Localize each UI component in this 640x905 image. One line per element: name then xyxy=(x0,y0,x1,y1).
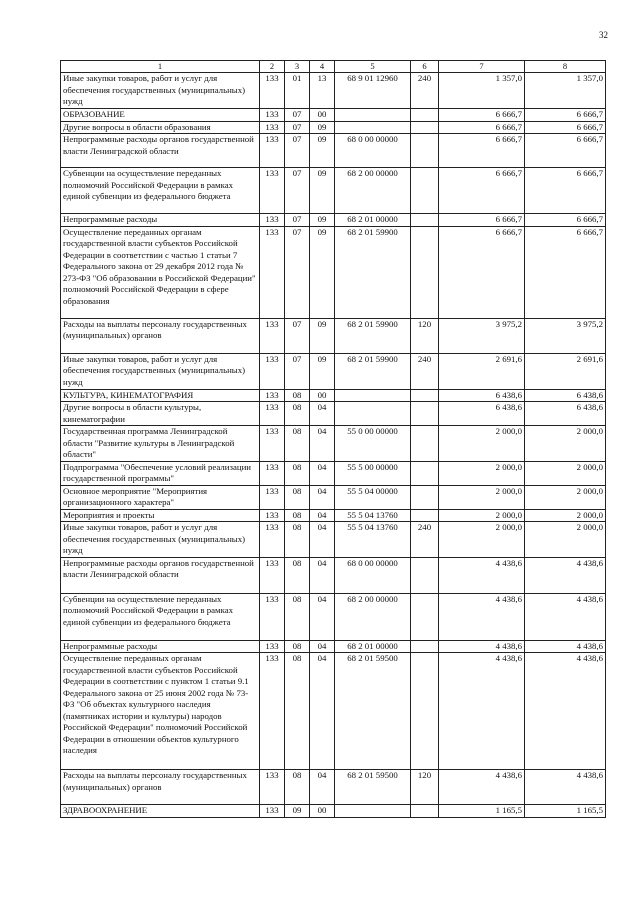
cell-c8: 2 000,0 xyxy=(525,485,606,509)
cell-c4: 09 xyxy=(310,168,335,214)
cell-c5: 55 5 04 13760 xyxy=(335,509,411,522)
table-row xyxy=(61,402,606,426)
table-row xyxy=(61,73,606,109)
cell-c5: 68 2 01 00000 xyxy=(335,214,411,227)
table-row xyxy=(61,522,606,558)
cell-c7: 4 438,6 xyxy=(439,770,525,805)
cell-c4: 04 xyxy=(310,485,335,509)
cell-c3: 01 xyxy=(285,73,310,109)
table-row xyxy=(61,640,606,653)
cell-c2: 133 xyxy=(260,134,285,168)
cell-c3: 08 xyxy=(285,522,310,558)
cell-c8: 6 438,6 xyxy=(525,402,606,426)
cell-c6 xyxy=(411,168,439,214)
row-description: Иные закупки товаров, работ и услуг для обеспечения государственных (муниципальных) нужд xyxy=(61,353,260,389)
cell-c6: 240 xyxy=(411,522,439,558)
table-row xyxy=(61,509,606,522)
cell-c7: 3 975,2 xyxy=(439,318,525,353)
table-row xyxy=(61,653,606,770)
cell-c8: 1 165,5 xyxy=(525,805,606,818)
table-row xyxy=(61,109,606,122)
row-description: КУЛЬТУРА, КИНЕМАТОГРАФИЯ xyxy=(61,389,260,402)
cell-c7: 6 666,7 xyxy=(439,214,525,227)
cell-c3: 08 xyxy=(285,402,310,426)
cell-c3: 07 xyxy=(285,226,310,318)
cell-c4: 04 xyxy=(310,402,335,426)
cell-c8: 4 438,6 xyxy=(525,653,606,770)
cell-c5 xyxy=(335,109,411,122)
cell-c7: 6 438,6 xyxy=(439,402,525,426)
cell-c3: 08 xyxy=(285,426,310,462)
cell-c2: 133 xyxy=(260,593,285,640)
cell-c6 xyxy=(411,557,439,593)
cell-c3: 07 xyxy=(285,318,310,353)
column-header: 4 xyxy=(310,61,335,73)
cell-c2: 133 xyxy=(260,389,285,402)
cell-c6 xyxy=(411,653,439,770)
cell-c7: 4 438,6 xyxy=(439,557,525,593)
cell-c2: 133 xyxy=(260,73,285,109)
cell-c2: 133 xyxy=(260,770,285,805)
cell-c7: 1 165,5 xyxy=(439,805,525,818)
cell-c6: 120 xyxy=(411,318,439,353)
cell-c3: 08 xyxy=(285,389,310,402)
cell-c5: 55 5 00 00000 xyxy=(335,461,411,485)
cell-c3: 07 xyxy=(285,353,310,389)
cell-c2: 133 xyxy=(260,805,285,818)
column-header: 5 xyxy=(335,61,411,73)
cell-c7: 6 666,7 xyxy=(439,134,525,168)
column-header: 3 xyxy=(285,61,310,73)
column-header: 1 xyxy=(61,61,260,73)
row-description: Основное мероприятие "Мероприятия организационного характера" xyxy=(61,485,260,509)
cell-c8: 6 666,7 xyxy=(525,168,606,214)
cell-c4: 04 xyxy=(310,640,335,653)
column-header: 7 xyxy=(439,61,525,73)
cell-c8: 4 438,6 xyxy=(525,557,606,593)
cell-c3: 08 xyxy=(285,485,310,509)
row-description: Осуществление переданных органам государственной власти субъектов Российской Федерации в соответствии с пунктом 1 статьи 9.1 Федерального закона от 25 июня 2002 года № 73-ФЗ "Об объектах культурного наследия (памятниках истории и культуры) народов Российской Федерации" полномочий Российской Федерации в отношении объектов культурного наследия xyxy=(61,653,260,770)
page-number: 32 xyxy=(599,30,608,40)
row-description: Иные закупки товаров, работ и услуг для обеспечения государственных (муниципальных) нужд xyxy=(61,522,260,558)
cell-c3: 07 xyxy=(285,121,310,134)
cell-c5: 55 0 00 00000 xyxy=(335,426,411,462)
cell-c6 xyxy=(411,226,439,318)
cell-c2: 133 xyxy=(260,653,285,770)
cell-c2: 133 xyxy=(260,402,285,426)
row-description: Мероприятия и проекты xyxy=(61,509,260,522)
cell-c8: 6 666,7 xyxy=(525,214,606,227)
table-row xyxy=(61,168,606,214)
row-description: ОБРАЗОВАНИЕ xyxy=(61,109,260,122)
cell-c2: 133 xyxy=(260,509,285,522)
cell-c6 xyxy=(411,485,439,509)
table-row xyxy=(61,770,606,805)
cell-c2: 133 xyxy=(260,109,285,122)
cell-c8: 4 438,6 xyxy=(525,593,606,640)
row-description: Субвенции на осуществление переданных полномочий Российской Федерации в рамках единой субвенции из федерального бюджета xyxy=(61,168,260,214)
row-description: Непрограммные расходы органов государственной власти Ленинградской области xyxy=(61,134,260,168)
cell-c4: 09 xyxy=(310,353,335,389)
table-row xyxy=(61,318,606,353)
cell-c7: 2 000,0 xyxy=(439,461,525,485)
table-row xyxy=(61,353,606,389)
cell-c6 xyxy=(411,402,439,426)
table-row xyxy=(61,121,606,134)
cell-c4: 04 xyxy=(310,426,335,462)
cell-c5: 68 0 00 00000 xyxy=(335,557,411,593)
row-description: ЗДРАВООХРАНЕНИЕ xyxy=(61,805,260,818)
cell-c7: 6 666,7 xyxy=(439,121,525,134)
cell-c2: 133 xyxy=(260,485,285,509)
row-description: Субвенции на осуществление переданных полномочий Российской Федерации в рамках единой субвенции из федерального бюджета xyxy=(61,593,260,640)
cell-c6 xyxy=(411,109,439,122)
budget-table xyxy=(60,60,606,818)
cell-c6: 240 xyxy=(411,353,439,389)
cell-c4: 00 xyxy=(310,109,335,122)
row-description: Непрограммные расходы xyxy=(61,214,260,227)
row-description: Непрограммные расходы органов государственной власти Ленинградской области xyxy=(61,557,260,593)
cell-c7: 4 438,6 xyxy=(439,593,525,640)
cell-c3: 07 xyxy=(285,109,310,122)
cell-c6 xyxy=(411,593,439,640)
cell-c2: 133 xyxy=(260,353,285,389)
cell-c6 xyxy=(411,134,439,168)
cell-c5: 68 2 01 59500 xyxy=(335,770,411,805)
cell-c5 xyxy=(335,805,411,818)
column-header: 6 xyxy=(411,61,439,73)
cell-c3: 07 xyxy=(285,214,310,227)
table-row xyxy=(61,461,606,485)
cell-c4: 04 xyxy=(310,522,335,558)
cell-c4: 09 xyxy=(310,318,335,353)
cell-c5: 55 5 04 13760 xyxy=(335,522,411,558)
table-row xyxy=(61,485,606,509)
table-row xyxy=(61,805,606,818)
cell-c7: 6 666,7 xyxy=(439,168,525,214)
cell-c7: 2 000,0 xyxy=(439,522,525,558)
row-description: Государственная программа Ленинградской области "Развитие культуры в Ленинградской области" xyxy=(61,426,260,462)
cell-c7: 1 357,0 xyxy=(439,73,525,109)
cell-c3: 08 xyxy=(285,653,310,770)
cell-c6 xyxy=(411,121,439,134)
cell-c6 xyxy=(411,214,439,227)
cell-c8: 6 666,7 xyxy=(525,226,606,318)
row-description: Расходы на выплаты персоналу государственных (муниципальных) органов xyxy=(61,318,260,353)
cell-c5 xyxy=(335,121,411,134)
cell-c8: 6 666,7 xyxy=(525,134,606,168)
cell-c5 xyxy=(335,402,411,426)
cell-c2: 133 xyxy=(260,121,285,134)
cell-c4: 09 xyxy=(310,121,335,134)
cell-c7: 4 438,6 xyxy=(439,640,525,653)
cell-c5: 68 2 01 59500 xyxy=(335,653,411,770)
cell-c3: 08 xyxy=(285,640,310,653)
table-row xyxy=(61,593,606,640)
cell-c7: 6 666,7 xyxy=(439,226,525,318)
cell-c6: 120 xyxy=(411,770,439,805)
cell-c5: 68 2 01 59900 xyxy=(335,318,411,353)
cell-c5: 68 2 00 00000 xyxy=(335,168,411,214)
cell-c6: 240 xyxy=(411,73,439,109)
cell-c8: 6 438,6 xyxy=(525,389,606,402)
row-description: Другие вопросы в области образования xyxy=(61,121,260,134)
row-description: Непрограммные расходы xyxy=(61,640,260,653)
cell-c8: 2 000,0 xyxy=(525,509,606,522)
cell-c3: 08 xyxy=(285,557,310,593)
cell-c2: 133 xyxy=(260,640,285,653)
table-row xyxy=(61,389,606,402)
cell-c3: 08 xyxy=(285,461,310,485)
cell-c6 xyxy=(411,426,439,462)
table-row xyxy=(61,226,606,318)
table-header-row xyxy=(61,61,606,73)
cell-c4: 04 xyxy=(310,557,335,593)
table-row xyxy=(61,426,606,462)
cell-c8: 2 691,6 xyxy=(525,353,606,389)
cell-c7: 2 000,0 xyxy=(439,485,525,509)
column-header: 8 xyxy=(525,61,606,73)
row-description: Иные закупки товаров, работ и услуг для обеспечения государственных (муниципальных) нужд xyxy=(61,73,260,109)
cell-c3: 09 xyxy=(285,805,310,818)
cell-c7: 2 000,0 xyxy=(439,426,525,462)
table-row xyxy=(61,557,606,593)
cell-c4: 09 xyxy=(310,214,335,227)
cell-c5: 68 0 00 00000 xyxy=(335,134,411,168)
cell-c4: 13 xyxy=(310,73,335,109)
cell-c2: 133 xyxy=(260,214,285,227)
cell-c8: 4 438,6 xyxy=(525,640,606,653)
cell-c8: 4 438,6 xyxy=(525,770,606,805)
cell-c4: 04 xyxy=(310,770,335,805)
cell-c5: 68 2 00 00000 xyxy=(335,593,411,640)
cell-c4: 04 xyxy=(310,653,335,770)
cell-c4: 09 xyxy=(310,226,335,318)
cell-c3: 07 xyxy=(285,134,310,168)
cell-c6 xyxy=(411,509,439,522)
cell-c7: 4 438,6 xyxy=(439,653,525,770)
row-description: Подпрограмма "Обеспечение условий реализации государственной программы" xyxy=(61,461,260,485)
cell-c2: 133 xyxy=(260,461,285,485)
cell-c3: 08 xyxy=(285,770,310,805)
table-row xyxy=(61,214,606,227)
cell-c8: 6 666,7 xyxy=(525,121,606,134)
table-row xyxy=(61,134,606,168)
cell-c5: 68 2 01 00000 xyxy=(335,640,411,653)
cell-c5 xyxy=(335,389,411,402)
cell-c7: 6 666,7 xyxy=(439,109,525,122)
cell-c6 xyxy=(411,805,439,818)
cell-c2: 133 xyxy=(260,226,285,318)
cell-c8: 2 000,0 xyxy=(525,461,606,485)
cell-c5: 68 2 01 59900 xyxy=(335,226,411,318)
cell-c6 xyxy=(411,640,439,653)
cell-c4: 04 xyxy=(310,509,335,522)
cell-c4: 09 xyxy=(310,134,335,168)
cell-c7: 2 691,6 xyxy=(439,353,525,389)
cell-c8: 6 666,7 xyxy=(525,109,606,122)
row-description: Расходы на выплаты персоналу государственных (муниципальных) органов xyxy=(61,770,260,805)
cell-c2: 133 xyxy=(260,522,285,558)
column-header: 2 xyxy=(260,61,285,73)
cell-c7: 2 000,0 xyxy=(439,509,525,522)
cell-c8: 2 000,0 xyxy=(525,426,606,462)
cell-c2: 133 xyxy=(260,557,285,593)
cell-c3: 08 xyxy=(285,593,310,640)
cell-c6 xyxy=(411,461,439,485)
cell-c5: 68 2 01 59900 xyxy=(335,353,411,389)
row-description: Осуществление переданных органам государственной власти субъектов Российской Федерации в соответствии с частью 1 статьи 7 Федерального закона от 29 декабря 2012 года № 273-ФЗ "Об образовании в Российской Федерации" полномочий Российской Федерации в сфере образования xyxy=(61,226,260,318)
cell-c4: 04 xyxy=(310,593,335,640)
cell-c2: 133 xyxy=(260,318,285,353)
cell-c8: 2 000,0 xyxy=(525,522,606,558)
cell-c8: 3 975,2 xyxy=(525,318,606,353)
cell-c7: 6 438,6 xyxy=(439,389,525,402)
cell-c4: 00 xyxy=(310,389,335,402)
cell-c2: 133 xyxy=(260,168,285,214)
cell-c4: 00 xyxy=(310,805,335,818)
cell-c4: 04 xyxy=(310,461,335,485)
cell-c6 xyxy=(411,389,439,402)
cell-c2: 133 xyxy=(260,426,285,462)
cell-c5: 55 5 04 00000 xyxy=(335,485,411,509)
cell-c5: 68 9 01 12960 xyxy=(335,73,411,109)
cell-c3: 08 xyxy=(285,509,310,522)
row-description: Другие вопросы в области культуры, кинематографии xyxy=(61,402,260,426)
cell-c3: 07 xyxy=(285,168,310,214)
cell-c8: 1 357,0 xyxy=(525,73,606,109)
